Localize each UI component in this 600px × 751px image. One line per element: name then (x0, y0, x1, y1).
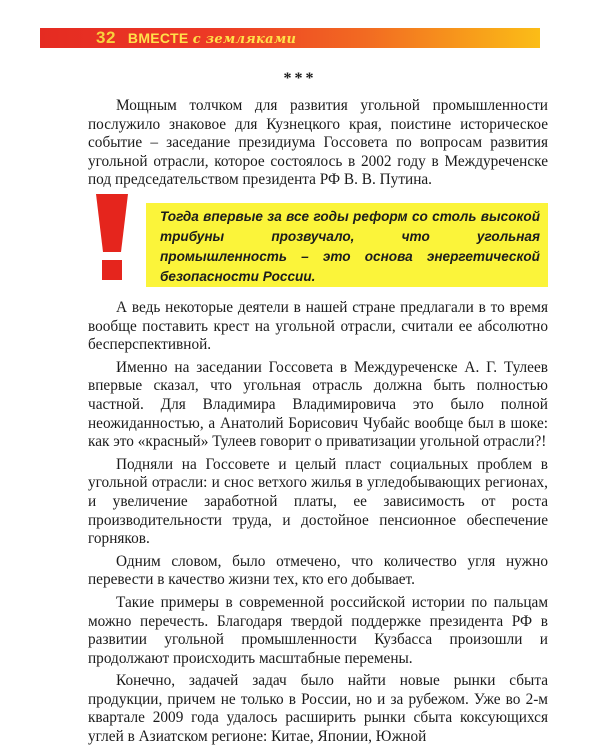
exclamation-icon (92, 194, 132, 282)
running-title-main: ВМЕСТЕ (127, 29, 189, 46)
paragraph: А ведь некоторые деятели в нашей стране предлагали в то время вообще поставить крест на угольной отрасли, считали ее абсолютно бесперспективной. (88, 299, 548, 354)
text-block-top (88, 97, 548, 194)
exclamation-bar (96, 194, 128, 252)
paragraph: Такие примеры в современной российской истории по пальцам можно перечесть. Благодаря твердой поддержке президента РФ в развитии угольной промышленности Кузбасса произошли и продолжают происходить масштабные перемены. (88, 593, 548, 667)
text-block-bottom (88, 299, 548, 751)
paragraph: Одним словом, было отмечено, что количество угля нужно перевести в качество жизни тех, кто его добывает. (88, 552, 548, 589)
page-header-bar (40, 28, 540, 48)
section-separator: *** (283, 70, 317, 87)
exclamation-dot (102, 260, 122, 280)
running-title-script: с земляками (192, 31, 297, 47)
running-title (128, 30, 296, 47)
paragraph: Подняли на Госсовете и целый пласт социальных проблем в угольной отрасли: и снос ветхого жилья в угледобывающих регионах, и увеличение заработной платы, ее зависимость от роста производительности труда, и достойное пенсионное обеспечение горняков. (88, 455, 548, 548)
paragraph: Именно на заседании Госсовета в Междуреченске А. Г. Тулеев впервые сказал, что угольная отрасль должна быть полностью частной. Для Владимира Владимировича это было полной неожиданностью, а Анатолий Борисович Чубайс вообще был в шоке: как это «красный» Тулеев говорит о приватизации угольной отрасли?! (88, 358, 548, 451)
paragraph: Конечно, задачей задач было найти новые рынки сбыта продукции, причем не только в России, но и за рубежом. Уже во 2-м квартале 2009 года удалось расширить рынки сбыта коксующихся углей в Азиатском регионе: Китае, Японии, Южной (88, 672, 548, 746)
paragraph: Мощным толчком для развития угольной промышленности послужило знаковое для Кузнецкого края, поистине историческое событие – заседание президиума Госсовета по вопросам развития угольной отрасли, которое состоялось в 2002 году в Междуреченске под председательством президента РФ В. В. Путина. (88, 97, 548, 189)
page-number: 32 (96, 28, 116, 47)
callout-highlight: Тогда впервые за все годы реформ со столь высокой трибуны прозвучало, что угольная промышленность – это основа энергетической безопасности России. (146, 203, 548, 287)
